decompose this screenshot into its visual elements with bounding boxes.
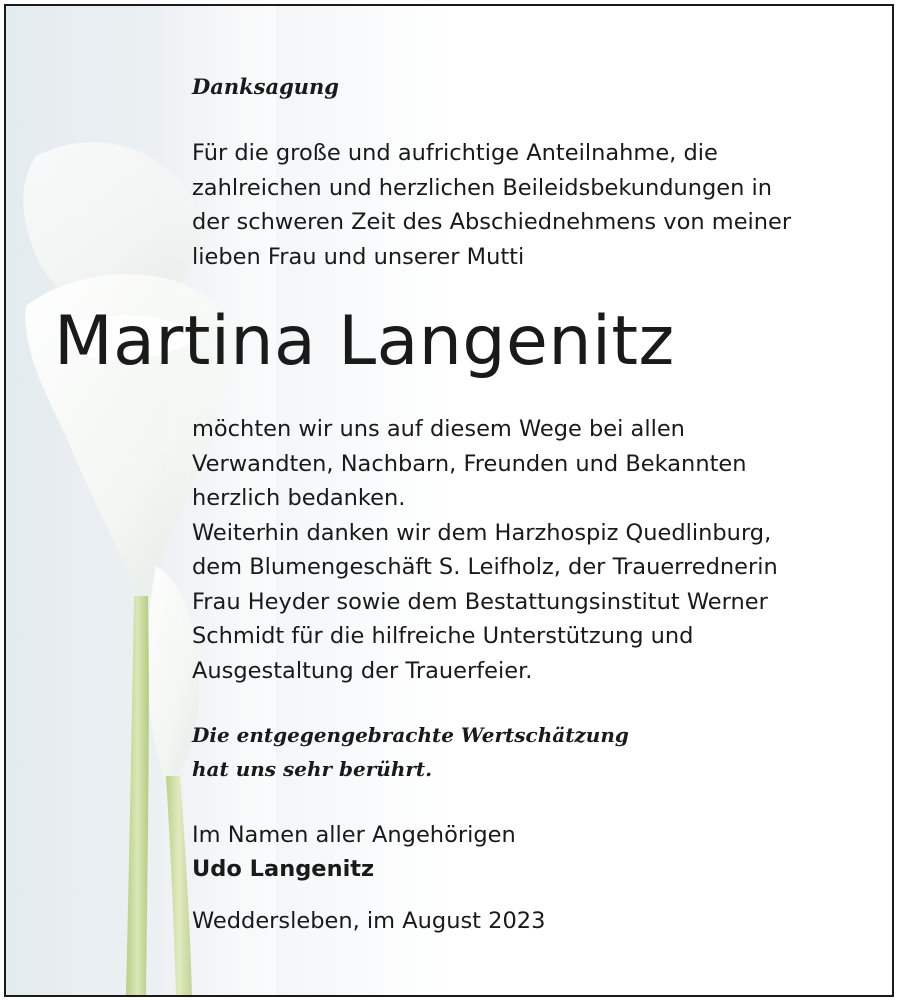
- intro-line: Für die große und aufrichtige Anteilnahme, die: [192, 140, 718, 166]
- intro-line: lieben Frau und unserer Mutti: [192, 243, 525, 270]
- obituary-card: [4, 4, 894, 997]
- notice-heading: Danksagung: [192, 74, 339, 99]
- signature-name: Udo Langenitz: [192, 856, 375, 882]
- signature-intro: Im Namen aller Angehörigen: [192, 822, 516, 848]
- body-line: Frau Heyder sowie dem Bestattungsinstitut Werner: [192, 588, 768, 615]
- body-line: Schmidt für die hilfreiche Unterstützung und: [192, 623, 694, 649]
- body-line: Ausgestaltung der Trauerfeier.: [192, 657, 533, 684]
- quote-line: Die entgegengebrachte Wertschätzung: [192, 723, 629, 747]
- deceased-name: Martina Langenitz: [54, 302, 675, 381]
- intro-line: zahlreichen und herzlichen Beileidsbekundungen in: [192, 174, 773, 201]
- intro-line: der schweren Zeit des Abschiednehmens von meiner: [192, 209, 792, 235]
- body-line: herzlich bedanken.: [192, 485, 406, 511]
- body-line: Verwandten, Nachbarn, Freunden und Bekannten: [192, 450, 747, 477]
- body-paragraph: [192, 412, 778, 688]
- signature: [192, 818, 516, 886]
- body-line: Weiterhin danken wir dem Harzhospiz Quedlinburg,: [192, 519, 772, 546]
- intro-paragraph: [192, 136, 791, 274]
- body-line: dem Blumengeschäft S. Leifholz, der Trauerrednerin: [192, 554, 778, 580]
- notice-content: [6, 6, 892, 995]
- quote: [192, 718, 629, 786]
- quote-line: hat uns sehr berührt.: [192, 757, 433, 781]
- body-line: möchten wir uns auf diesem Wege bei allen: [192, 416, 685, 442]
- place-date: Weddersleben, im August 2023: [192, 908, 546, 934]
